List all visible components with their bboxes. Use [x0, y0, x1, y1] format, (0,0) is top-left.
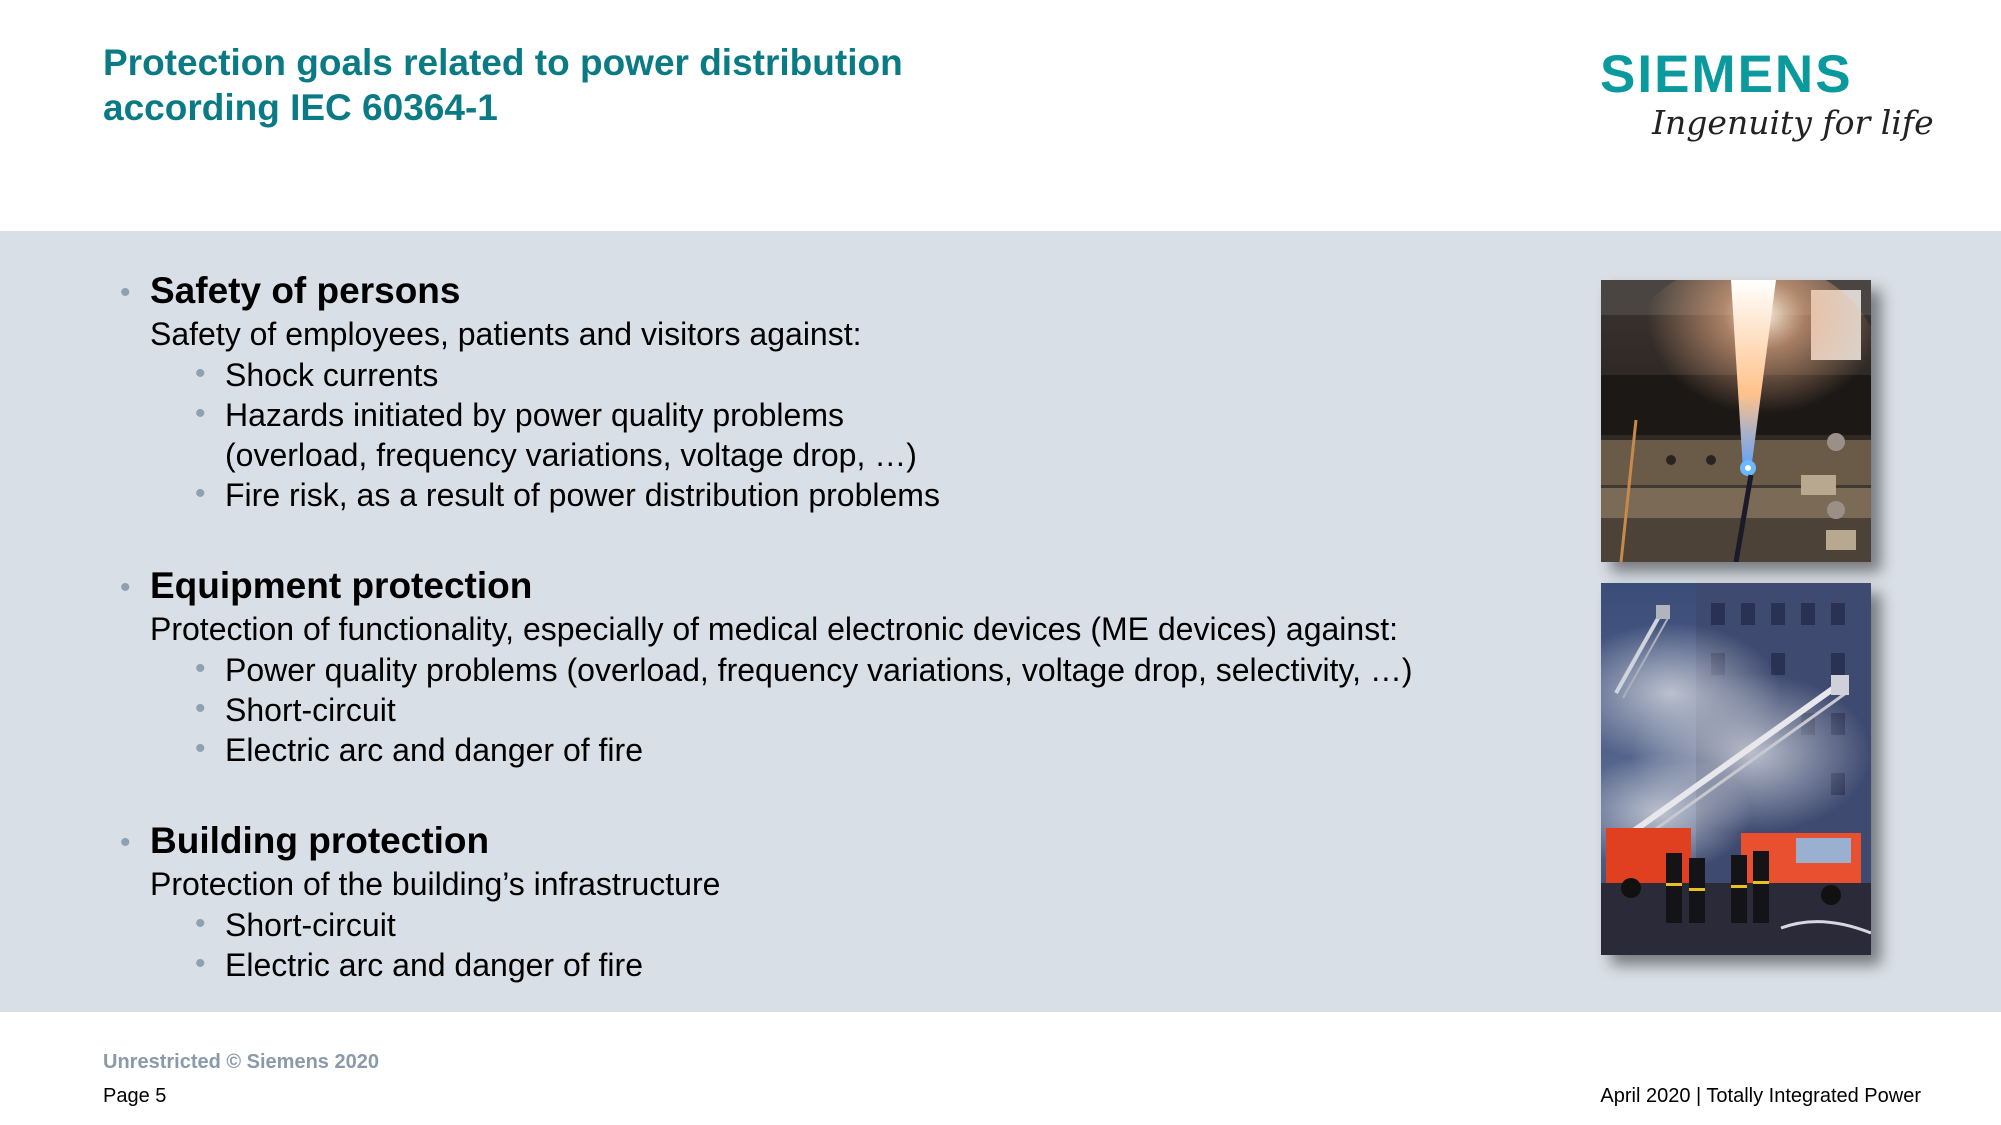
bullet-icon: • [195, 947, 206, 980]
list-item: Short-circuit [225, 692, 396, 728]
footer-date-title: April 2020 | Totally Integrated Power [1600, 1085, 1921, 1107]
content-band [0, 231, 2001, 1012]
section-heading-building: Building protection [150, 820, 490, 861]
bullet-icon: • [120, 276, 131, 309]
list-item: Hazards initiated by power quality problems [225, 397, 844, 433]
bullet-icon: • [195, 907, 206, 940]
list-item: Shock currents [225, 357, 439, 393]
footer-classification: Unrestricted © Siemens 2020 [103, 1051, 379, 1073]
slide-title-line-1: Protection goals related to power distribution [103, 42, 903, 83]
section-desc-building: Protection of the building’s infrastructure [150, 866, 721, 902]
bullet-icon: • [120, 571, 131, 604]
slide-title-line-2: according IEC 60364-1 [103, 87, 498, 128]
list-item-continuation: (overload, frequency variations, voltage drop, …) [225, 437, 917, 473]
footer-page-number: Page 5 [103, 1085, 167, 1107]
list-item: Power quality problems (overload, frequency variations, voltage drop, selectivity, …) [225, 652, 1413, 688]
section-desc-safety: Safety of employees, patients and visitors against: [150, 316, 862, 352]
bullet-icon: • [195, 732, 206, 765]
list-item: Short-circuit [225, 907, 396, 943]
section-heading-equipment: Equipment protection [150, 565, 533, 606]
logo-brand: SIEMENS [1600, 45, 1853, 104]
bullet-icon: • [195, 357, 206, 390]
list-item: Fire risk, as a result of power distribution problems [225, 477, 940, 513]
firefighters-photo [1601, 583, 1871, 955]
bullet-icon: • [195, 652, 206, 685]
bullet-icon: • [195, 397, 206, 430]
siemens-logo [1600, 45, 1934, 155]
slide-title [103, 40, 903, 130]
electric-arc-photo [1601, 280, 1871, 562]
list-item: Electric arc and danger of fire [225, 947, 643, 983]
bullet-icon: • [195, 477, 206, 510]
content-text [0, 231, 1560, 1012]
logo-tagline: Ingenuity for life [1652, 103, 1934, 142]
section-heading-safety: Safety of persons [150, 270, 461, 311]
bullet-icon: • [120, 826, 131, 859]
section-desc-equipment: Protection of functionality, especially of medical electronic devices (ME devices) against: [150, 611, 1398, 647]
bullet-icon: • [195, 692, 206, 725]
list-item: Electric arc and danger of fire [225, 732, 643, 768]
